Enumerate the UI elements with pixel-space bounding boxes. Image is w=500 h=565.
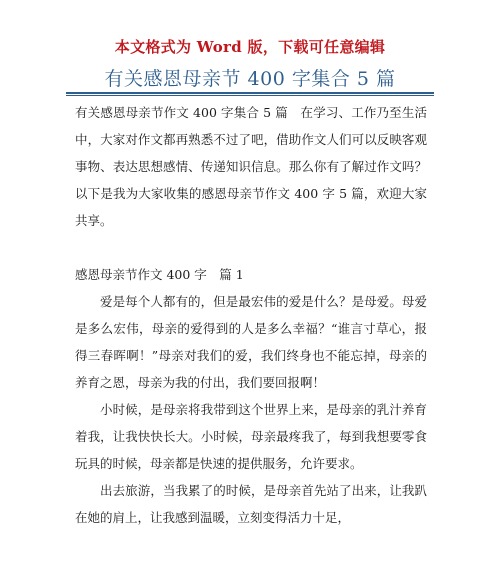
section-heading: 感恩母亲节作文 400 字 篇 1 [75, 267, 244, 282]
title-divider-thin [66, 95, 434, 96]
document-title: 有关感恩母亲节 400 字集合 5 篇 [104, 68, 396, 90]
title-divider [66, 92, 434, 94]
format-banner: 本文格式为 Word 版，下载可任意编辑 [114, 38, 386, 56]
body-paragraph: 小时候，是母亲将我带到这个世界上来，是母亲的乳汁养育着我，让我快快长大。小时候，母亲最疼我了，每到我想要零食玩具的时候，母亲都是快速的提供服务，允许要求。 [75, 402, 427, 471]
intro-paragraph: 有关感恩母亲节作文 400 字集合 5 篇 在学习、工作乃至生活中，大家对作文都再熟悉不过了吧，借助作文人们可以反映客观事物、表达思想感情、传递知识信息。那么你有了解过作文吗？以下是我为大家收集的感恩母亲节作文 400 字 5 篇，欢迎大家共享。 [75, 105, 427, 228]
body-paragraph: 出去旅游，当我累了的时候，是母亲首先站了出来，让我趴在她的肩上，让我感到温暖，立刻变得活力十足， [75, 483, 427, 525]
document-body [75, 99, 427, 531]
body-paragraph: 爱是每个人都有的，但是最宏伟的爱是什么？是母爱。母爱是多么宏伟，母亲的爱得到的人是多么幸福？“谁言寸草心，报得三春晖啊！”母亲对我们的爱，我们终身也不能忘掉，母亲的养育之恩，母亲为我的付出，我们要回报啊！ [75, 294, 427, 390]
